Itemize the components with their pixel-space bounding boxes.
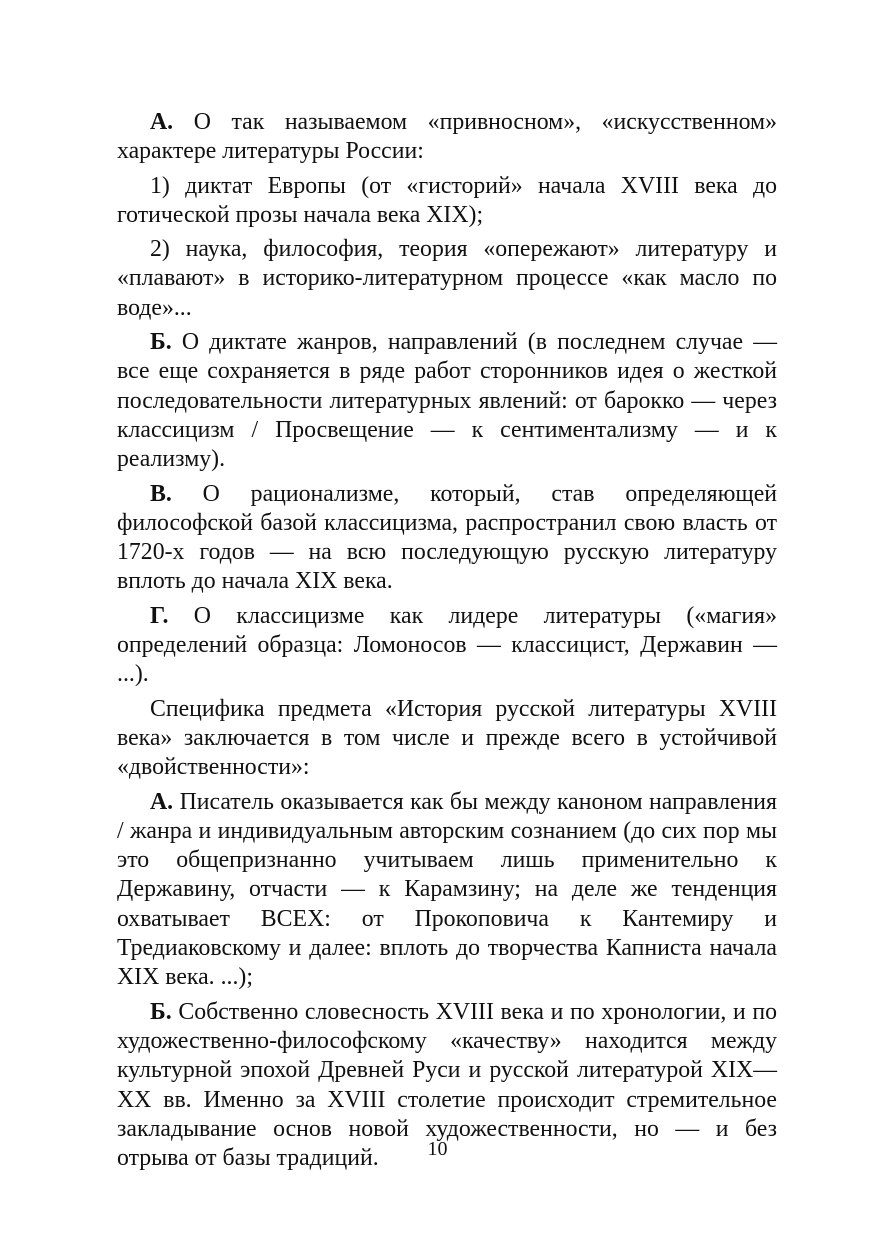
paragraph-label: А. — [150, 109, 174, 135]
paragraph — [117, 108, 777, 167]
paragraph-label: Г. — [150, 602, 169, 629]
paragraph — [117, 788, 777, 993]
paragraph-text: О диктате жанров, направлений (в последнем случае — все еще сохраняется в ряде работ сторонников идея о жесткой последовательности литературных явлений: от барокко — через классицизм / Просвещение — к сентиментализму — и к реализму). — [117, 329, 777, 473]
page-number: 10 — [427, 1138, 448, 1160]
paragraph-label: В. — [150, 480, 172, 507]
paragraph-label: Б. — [150, 329, 172, 356]
paragraph-text: Собственно словесность XVIII века и по хронологии, и по художественно-философскому «качеству» находится между культурной эпохой Древней Руси и русской литературой XIX—XX вв. Именно за XVIII столетие происходит стремительное закладывание основ новой художественности, но — и без отрыва от базы традиций. — [117, 998, 777, 1172]
paragraph-label: Б. — [150, 998, 172, 1025]
page-body — [117, 108, 777, 1178]
paragraph-text: Писатель оказывается как бы между каноном направления / жанра и индивидуальным авторским сознанием (до сих пор мы это общепризнанно учитываем лишь применительно к Державину, отчасти — к Карамзину; на деле же тенденция охватывает ВСЕХ: от Прокоповича к Кантемиру и Тредиаковскому и далее: вплоть до творчества Капниста начала XIX века. ...); — [117, 788, 777, 991]
paragraph — [117, 602, 777, 690]
paragraph-text: Специфика предмета «История русской литературы XVIII века» заключается в том числе и прежде всего в устойчивой «двойственности»: — [117, 695, 777, 781]
paragraph — [117, 695, 777, 783]
paragraph-text: О так называемом «привносном», «искусственном» характере литературы России: — [117, 109, 777, 165]
paragraph-text: 1) диктат Европы (от «гисторий» начала XVIII века до готической прозы начала века XIX); — [117, 172, 777, 228]
paragraph-label: А. — [150, 788, 174, 815]
paragraph — [117, 480, 777, 597]
paragraph — [117, 328, 777, 474]
paragraph — [117, 235, 777, 323]
paragraph-text: О рационализме, который, став определяющей философской базой классицизма, распространил свою власть от 1720-х годов — на всю последующую русскую литературу вплоть до начала XIX века. — [117, 480, 777, 595]
paragraph-text: 2) наука, философия, теория «опережают» литературу и «плавают» в историко-литературном процессе «как масло по воде»... — [117, 236, 777, 321]
paragraph — [117, 172, 777, 231]
paragraph-text: О классицизме как лидере литературы («магия» определений образца: Ломоносов — классицист, Державин — ...). — [117, 602, 777, 688]
